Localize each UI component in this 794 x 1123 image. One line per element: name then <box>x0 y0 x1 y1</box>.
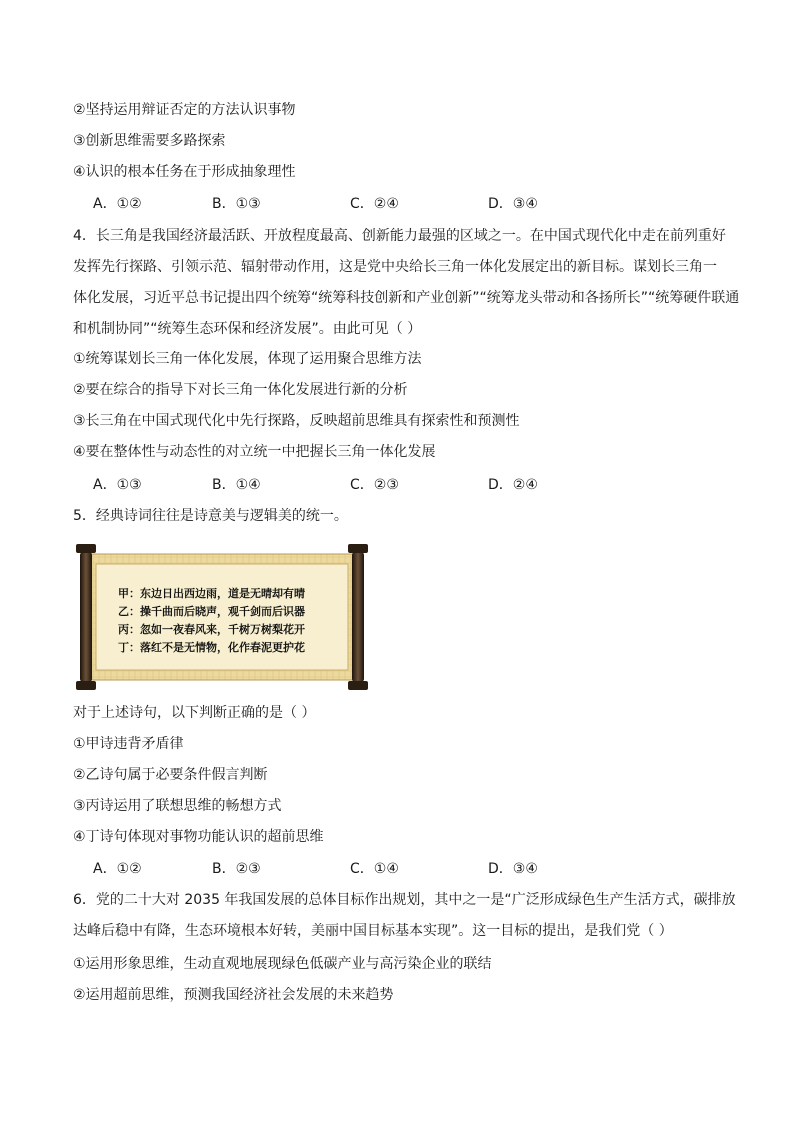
q6-option-1: ①运用形象思维，生动直观地展现绿色低碳产业与高污染企业的联结 <box>73 956 492 972</box>
q6-option-2: ②运用超前思维，预测我国经济社会发展的未来趋势 <box>73 987 394 1003</box>
q4-stem <box>73 221 740 345</box>
q4-stem-line: 发挥先行探路、引领示范、辐射带动作用，这是党中央给长三角一体化发展定出的新目标。谋划长三角一 <box>73 259 717 275</box>
poem-scroll <box>72 542 372 692</box>
q3-choice-a: A．①② <box>93 196 142 212</box>
q5-option-1: ①甲诗违背矛盾律 <box>73 736 184 752</box>
q4-option-4: ④要在整体性与动态性的对立统一中把握长三角一体化发展 <box>73 444 436 460</box>
q5-prompt: 对于上述诗句，以下判断正确的是（ ） <box>73 705 316 721</box>
q4-choice-b: B．①④ <box>212 477 261 493</box>
q3-option-3: ③创新思维需要多路探索 <box>73 133 226 149</box>
q4-choice-d: D．②④ <box>488 477 538 493</box>
q6-stem <box>73 885 736 947</box>
q4-option-3: ③长三角在中国式现代化中先行探路，反映超前思维具有探索性和预测性 <box>73 413 520 429</box>
q5-choice-a: A．①② <box>93 861 142 877</box>
q4-option-1: ①统筹谋划长三角一体化发展，体现了运用聚合思维方法 <box>73 351 422 367</box>
q4-choices <box>93 475 713 495</box>
q3-option-4: ④认识的根本任务在于形成抽象理性 <box>73 164 296 180</box>
q3-choices <box>93 194 713 214</box>
poem-line-bing: 丙：忽如一夜春风来，千树万树梨花开 <box>118 623 305 636</box>
q5-choice-b: B．②③ <box>212 861 261 877</box>
q4-stem-line: 体化发展，习近平总书记提出四个统筹“统筹科技创新和产业创新”“统筹龙头带动和各扬所长”“统筹硬件联通 <box>73 290 740 306</box>
q4-choice-a: A．①③ <box>93 477 142 493</box>
q5-stem: 5．经典诗词往往是诗意美与逻辑美的统一。 <box>73 508 348 524</box>
q3-choice-d: D．③④ <box>488 196 538 212</box>
q5-option-4: ④丁诗句体现对事物功能认识的超前思维 <box>73 829 324 845</box>
q5-choice-d: D．③④ <box>488 861 538 877</box>
q5-option-2: ②乙诗句属于必要条件假言判断 <box>73 767 268 783</box>
q6-stem-line: 6．党的二十大对 2035 年我国发展的总体目标作出规划，其中之一是“广泛形成绿色生产生活方式，碳排放 <box>73 892 736 908</box>
q5-option-3: ③丙诗运用了联想思维的畅想方式 <box>73 798 282 814</box>
poem-line-yi: 乙：操千曲而后晓声，观千剑而后识器 <box>118 605 305 618</box>
poem-line-jia: 甲：东边日出西边雨，道是无晴却有晴 <box>118 587 305 600</box>
q4-stem-line: 和机制协同”“统筹生态环保和经济发展”。由此可见（ ） <box>73 321 422 337</box>
poem-line-ding: 丁：落红不是无情物，化作春泥更护花 <box>118 641 305 654</box>
q4-stem-line: 4．长三角是我国经济最活跃、开放程度最高、创新能力最强的区域之一。在中国式现代化中走在前列重好 <box>73 228 726 244</box>
q6-stem-line: 达峰后稳中有降，生态环境根本好转，美丽中国目标基本实现”。这一目标的提出，是我们党（ ） <box>73 923 673 939</box>
q5-choice-c: C．①④ <box>350 861 399 877</box>
q4-choice-c: C．②③ <box>350 477 399 493</box>
scroll-poems <box>118 585 338 657</box>
q3-option-2: ②坚持运用辩证否定的方法认识事物 <box>73 102 296 118</box>
q3-choice-c: C．②④ <box>350 196 399 212</box>
q3-choice-b: B．①③ <box>212 196 261 212</box>
q5-choices <box>93 859 713 879</box>
q4-option-2: ②要在综合的指导下对长三角一体化发展进行新的分析 <box>73 382 408 398</box>
